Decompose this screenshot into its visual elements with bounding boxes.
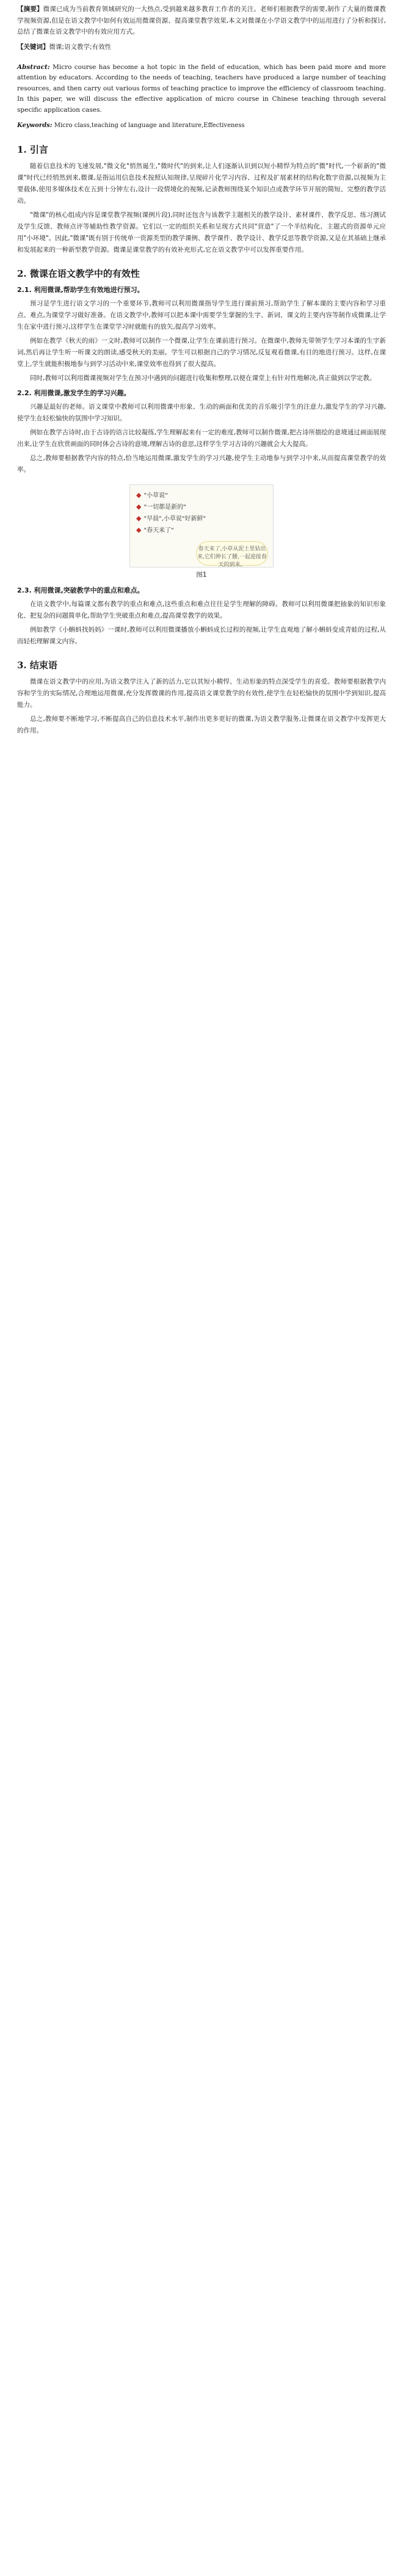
subsection-title-interest: 2.2. 利用微课,激发学生的学习兴趣。 <box>17 389 131 397</box>
paragraph: 随着信息技术的飞速发展,"微文化"悄然诞生,"微时代"的到来,让人们逐渐认识到以短小精悍为特点的"微"时代,一个崭新的"微课"时代已经悄然到来,微课,是指运用信息技术按照认知规律,呈现碎片化学习内容、过程及扩展素材的结构化数字资源,以视频为主要载体,使用多媒体技术在五到十分钟左右,设计一段情境化的视频,记录教师围绕某个知识点或教学环节开展的简短、完整的教学活动。 <box>17 162 386 205</box>
abstract-en-text: Micro course has become a hot topic in the field of education, which has been paid more and more attention by educators. According to the needs of teaching, teachers have produced a large number of teaching resources, and then carry out various forms of teaching practice to improve the efficiency of classroom teaching. In this paper, we will discuss the effective application of micro course in Chinese teaching through several specific application cases. <box>17 63 386 114</box>
subsection-title-preview: 2.1. 利用微课,帮助学生有效地进行预习。 <box>17 286 144 294</box>
paragraph: 例如在教学古诗时,由于古诗的语言比较凝练,学生理解起来有一定的难度,教师可以制作微课,把古诗所描绘的意境通过画面展现出来,让学生在欣赏画面的同时体会古诗的意境,理解古诗的意思,这样学生学习古诗的兴趣就会大大提高。 <box>17 429 386 448</box>
figure-line-text: "小草说" <box>143 492 168 499</box>
abstract-cn <box>17 4 386 38</box>
figure-line <box>136 525 267 536</box>
abstract-en-label: Abstract: <box>17 63 50 71</box>
abstract-cn-text: 微课已成为当前教育领域研究的一大热点,受到越来越多教育工作者的关注。老师们根据教学的需要,制作了大量的微课教学视频资源,但是在语文教学中如何有效运用微课资源、提高课堂教学效果,本文对微课在小学语文教学中的运用进行了分析和探讨,总结了微课在语文教学中的有效应用方式。 <box>17 5 386 35</box>
paragraph: 同时,教师可以利用微课视频对学生在预习中遇到的问题进行收集和整理,以便在课堂上有针对性地解决,真正做到以学定教。 <box>30 374 376 382</box>
figure-line <box>136 502 267 513</box>
figure-line-text: "早晨",小草说"好新鲜" <box>143 516 206 522</box>
figure-line-text: "一切都是新的" <box>143 504 186 511</box>
paragraph: 在语文教学中,每篇课文都有教学的重点和难点,这些重点和难点往往是学生理解的障碍。教师可以利用微课把抽象的知识形象化、把复杂的问题简单化,帮助学生突破重点和难点,提高课堂教学的效果。 <box>17 600 386 619</box>
abstract-en <box>17 62 386 116</box>
paragraph: 兴趣是最好的老师。语文课堂中教师可以利用微课中形象、生动的画面和优美的音乐吸引学生的注意力,激发学生的学习兴趣,使学生在轻松愉快的氛围中学习知识。 <box>17 403 386 422</box>
section-title-intro: 1. 引言 <box>17 144 48 155</box>
paragraph: 总之,教师要根据教学内容的特点,恰当地运用微课,激发学生的学习兴趣,使学生主动地参与到学习中来,从而提高课堂教学的效率。 <box>17 454 386 473</box>
bullet-icon: ◆ <box>136 526 142 534</box>
figure-line-text: "春天来了" <box>143 527 174 534</box>
keywords-en <box>17 120 386 131</box>
paragraph: 例如教学《小蝌蚪找妈妈》一课时,教师可以利用微课播放小蝌蚪成长过程的视频,让学生直观地了解小蝌蚪变成青蛙的过程,从而轻松理解课文内容。 <box>17 626 386 645</box>
keywords-en-label: Keywords: <box>17 122 53 129</box>
paragraph: 微课在语文教学中的应用,为语文教学注入了新的活力,它以其短小精悍、生动形象的特点深受学生的喜爱。教师要根据教学内容和学生的实际情况,合理地运用微课,充分发挥微课的作用,提高语文课堂教学的有效性,使学生在轻松愉快的氛围中学到知识,提高能力。 <box>17 678 386 709</box>
subsection-title-difficulty: 2.3. 利用微课,突破教学中的重点和难点。 <box>17 586 144 594</box>
figure-line <box>136 490 267 502</box>
abstract-cn-label: 【摘要】 <box>17 5 43 13</box>
paragraph: 例如在教学《秋天的雨》一文时,教师可以制作一个微课,让学生在课前进行预习。在微课中,教师先带领学生学习本课的生字新词,然后再让学生听一听课文的朗读,感受秋天的美丽。学生可以根据自己的学习情况,反复观看微课,有目的地进行预习。这样,在课堂上,学生就能积极地参与到学习活动中来,课堂效率也得到了很大提高。 <box>17 337 386 368</box>
bullet-icon: ◆ <box>136 491 142 499</box>
keywords-cn-text: 微课;语文教学;有效性 <box>49 43 112 51</box>
paragraph: 预习是学生进行语文学习的一个重要环节,教师可以利用微课指导学生进行课前预习,帮助学生了解本课的主要内容和学习重点、难点,为课堂学习做好准备。在语文教学中,教师可以把本课中需要学生掌握的生字、新词、课文的主要内容等制作成微课,让学生在家中进行预习,这样学生在课堂学习时就能有的放矢,提高学习效率。 <box>17 300 386 330</box>
bullet-icon: ◆ <box>136 503 142 511</box>
keywords-en-text: Micro class,teaching of language and literature,Effectiveness <box>54 122 245 129</box>
speech-bubble: 春天来了,小草从泥土里钻出来,它们伸长了腰,一起迎接春天的到来。 <box>196 541 268 566</box>
bullet-icon: ◆ <box>136 514 142 522</box>
paragraph: "微课"的核心组成内容是课堂教学视频(课例片段),同时还包含与该教学主题相关的教学设计、素材课件、教学反思、练习测试及学生反馈、教师点评等辅助性教学资源。它们以一定的组织关系和呈现方式共同"营造"了一个半结构化、主题式的资源单元应用"小环境"。因此,"微课"既有别于传统单一资源类型的教学课例、教学课件、教学设计、教学反思等教学资源,又是在其基础上继承和发展起来的一种新型教学资源。微课是课堂教学的有效补充形式,它在语文教学中可以发挥重要作用。 <box>17 211 386 254</box>
section-title-effectiveness: 2. 微课在语文教学中的有效性 <box>17 268 140 279</box>
figure-illustration <box>129 484 274 567</box>
section-title-conclusion: 3. 结束语 <box>17 660 57 671</box>
keywords-cn <box>17 42 386 53</box>
paragraph: 总之,教师要不断地学习,不断提高自己的信息技术水平,制作出更多更好的微课,为语文教学服务,让微课在语文教学中发挥更大的作用。 <box>17 715 386 734</box>
keywords-cn-label: 【关键词】 <box>17 43 49 51</box>
figure-line <box>136 513 267 525</box>
figure-caption: 图1 <box>196 571 207 578</box>
